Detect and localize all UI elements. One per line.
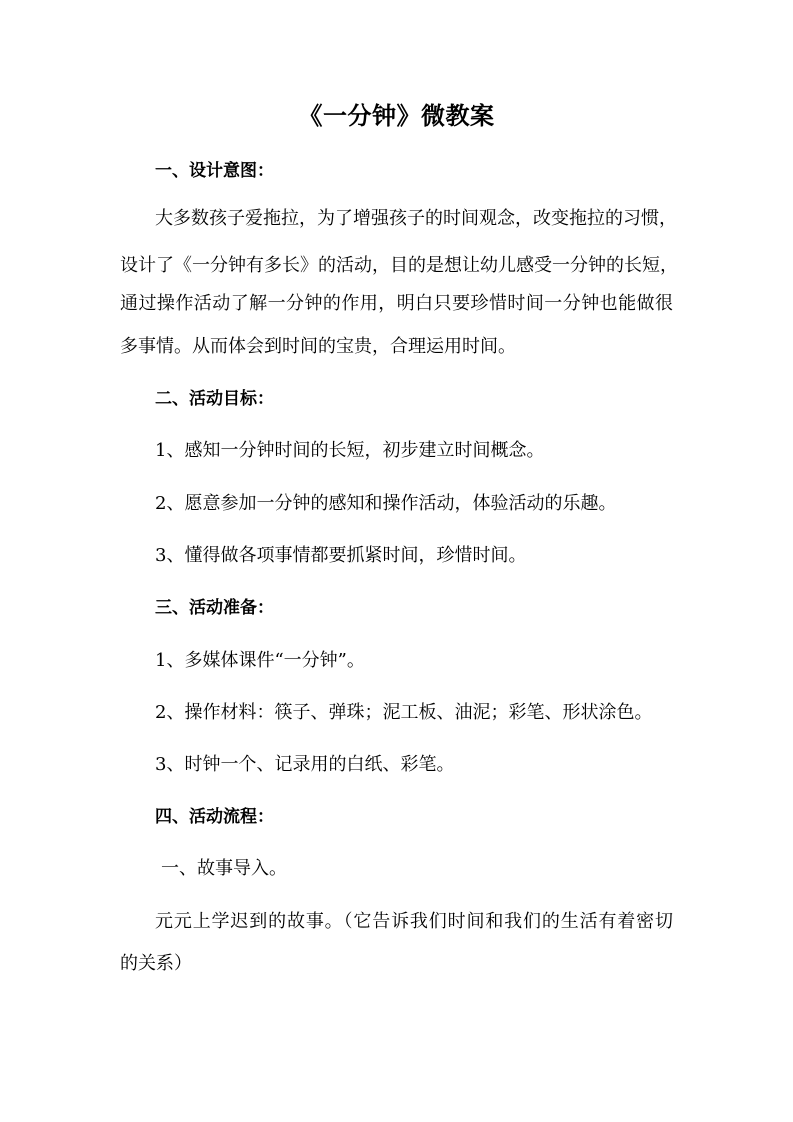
list-item: 1、感知一分钟时间的长短，初步建立时间概念。 [155,440,545,461]
paragraph-line: 通过操作活动了解一分钟的作用，明白只要珍惜时间一分钟也能做很 [120,293,673,314]
paragraph-line: 设计了《一分钟有多长》的活动，目的是想让幼儿感受一分钟的长短， [120,255,678,276]
document-title: 《一分钟》微教案 [298,101,495,130]
list-item: 3、懂得做各项事情都要抓紧时间，珍惜时间。 [155,545,527,566]
list-item: 2、愿意参加一分钟的感知和操作活动，体验活动的乐趣。 [155,493,617,514]
paragraph-line: 大多数孩子爱拖拉，为了增强孩子的时间观念，改变拖拉的习惯， [155,208,677,229]
paragraph-line: 多事情。从而体会到时间的宝贵，合理运用时间。 [120,336,516,357]
section-heading-design-intent: 一、设计意图： [155,161,274,181]
subheading-story-intro: 一、故事导入。 [161,858,287,879]
list-item: 2、操作材料：筷子、弹珠；泥工板、油泥；彩笔、形状涂色。 [155,702,653,723]
section-heading-goals: 二、活动目标： [155,389,274,409]
paragraph-line: 的关系） [120,953,192,974]
section-heading-process: 四、活动流程： [155,807,274,827]
list-item: 3、时钟一个、记录用的白纸、彩笔。 [155,754,455,775]
paragraph-line: 元元上学迟到的故事。（它告诉我们时间和我们的生活有着密切 [155,911,673,932]
list-item: 1、多媒体课件“一分钟”。 [155,650,365,671]
section-heading-preparation: 三、活动准备： [155,598,274,618]
